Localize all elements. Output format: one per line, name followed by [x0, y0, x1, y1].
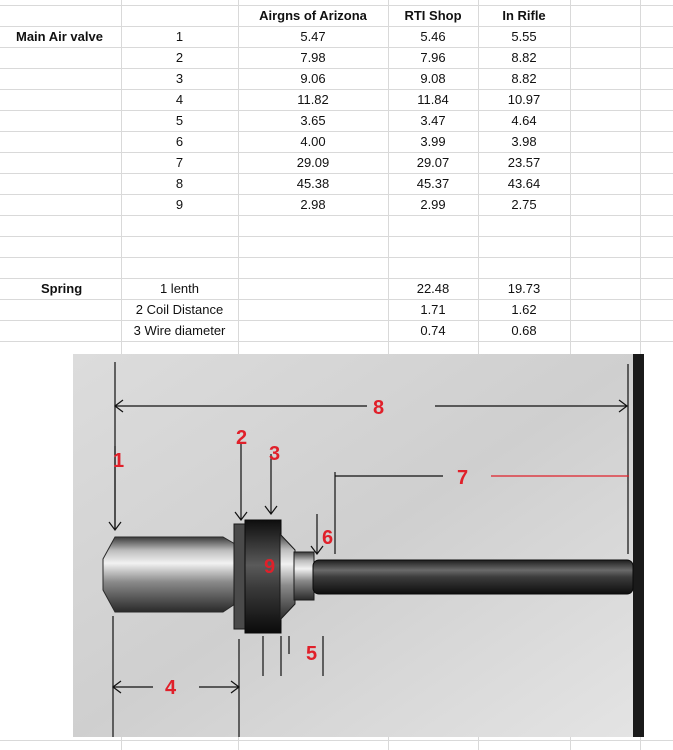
- callout-2: 2: [236, 427, 248, 449]
- valve-row-index[interactable]: 6: [175, 134, 184, 149]
- col-header-source1[interactable]: Airgns of Arizona: [259, 8, 367, 23]
- callout-4: 4: [165, 677, 177, 699]
- valve-row-source2-value[interactable]: 45.37: [416, 176, 450, 191]
- spring-row-source3-value[interactable]: 1.62: [511, 302, 537, 317]
- valve-row-index[interactable]: 4: [175, 92, 184, 107]
- callout-3: 3: [269, 443, 281, 465]
- valve-row-source2-value[interactable]: 11.84: [417, 92, 449, 107]
- valve-row-source3-value[interactable]: 5.55: [511, 29, 537, 44]
- valve-row-source3-value[interactable]: 4.64: [511, 113, 537, 128]
- valve-row-source3-value[interactable]: 8.82: [511, 71, 537, 86]
- valve-row-index[interactable]: 8: [175, 176, 184, 191]
- valve-row-index[interactable]: 3: [175, 71, 184, 86]
- valve-row-index[interactable]: 5: [175, 113, 184, 128]
- valve-diagram: [73, 354, 644, 737]
- spring-row-source2-value[interactable]: 22.48: [416, 281, 450, 296]
- valve-row-source2-value[interactable]: 2.99: [420, 197, 446, 212]
- valve-row-source1-value[interactable]: 45.38: [296, 176, 330, 191]
- spring-row-source3-value[interactable]: 0.68: [511, 323, 537, 338]
- valve-row-source3-value[interactable]: 10.97: [507, 92, 541, 107]
- col-header-source2[interactable]: RTI Shop: [404, 8, 462, 23]
- valve-row-source1-value[interactable]: 29.09: [296, 155, 330, 170]
- valve-row-source1-value[interactable]: 2.98: [300, 197, 326, 212]
- callout-6: 6: [322, 527, 334, 549]
- valve-row-source2-value[interactable]: 3.99: [420, 134, 446, 149]
- valve-row-source2-value[interactable]: 29.07: [416, 155, 450, 170]
- valve-row-source3-value[interactable]: 23.57: [507, 155, 541, 170]
- col-header-source3[interactable]: In Rifle: [502, 8, 546, 23]
- valve-row-source2-value[interactable]: 7.96: [420, 50, 446, 65]
- valve-row-index[interactable]: 2: [175, 50, 184, 65]
- section-label-main-air-valve[interactable]: Main Air valve: [16, 29, 103, 44]
- valve-row-source2-value[interactable]: 5.46: [420, 29, 446, 44]
- valve-photo: [73, 354, 644, 737]
- callout-1: 1: [113, 450, 125, 472]
- spring-row-label[interactable]: 2 Coil Distance: [135, 302, 224, 317]
- valve-row-source3-value[interactable]: 2.75: [511, 197, 537, 212]
- callout-7: 7: [457, 467, 469, 489]
- spring-row-label[interactable]: 1 lenth: [159, 281, 200, 296]
- valve-row-index[interactable]: 9: [175, 197, 184, 212]
- spring-row-label[interactable]: 3 Wire diameter: [133, 323, 226, 338]
- valve-row-source3-value[interactable]: 8.82: [511, 50, 537, 65]
- valve-row-source1-value[interactable]: 11.82: [297, 92, 329, 107]
- valve-row-source2-value[interactable]: 3.47: [420, 113, 446, 128]
- valve-row-source1-value[interactable]: 5.47: [300, 29, 326, 44]
- valve-row-source3-value[interactable]: 43.64: [507, 176, 541, 191]
- section-label-spring[interactable]: Spring: [41, 281, 83, 296]
- valve-row-source1-value[interactable]: 7.98: [300, 50, 326, 65]
- callout-9: 9: [264, 556, 276, 578]
- valve-row-source1-value[interactable]: 9.06: [300, 71, 326, 86]
- valve-row-source3-value[interactable]: 3.98: [511, 134, 537, 149]
- callout-8: 8: [373, 397, 385, 419]
- spring-row-source3-value[interactable]: 19.73: [507, 281, 541, 296]
- valve-row-source1-value[interactable]: 3.65: [300, 113, 326, 128]
- spring-row-source2-value[interactable]: 1.71: [420, 302, 446, 317]
- callout-5: 5: [306, 643, 318, 665]
- valve-row-index[interactable]: 7: [175, 155, 184, 170]
- valve-row-index[interactable]: 1: [175, 29, 184, 44]
- valve-row-source2-value[interactable]: 9.08: [420, 71, 446, 86]
- photo-right-border: [633, 354, 644, 737]
- spring-row-source2-value[interactable]: 0.74: [420, 323, 446, 338]
- valve-row-source1-value[interactable]: 4.00: [300, 134, 326, 149]
